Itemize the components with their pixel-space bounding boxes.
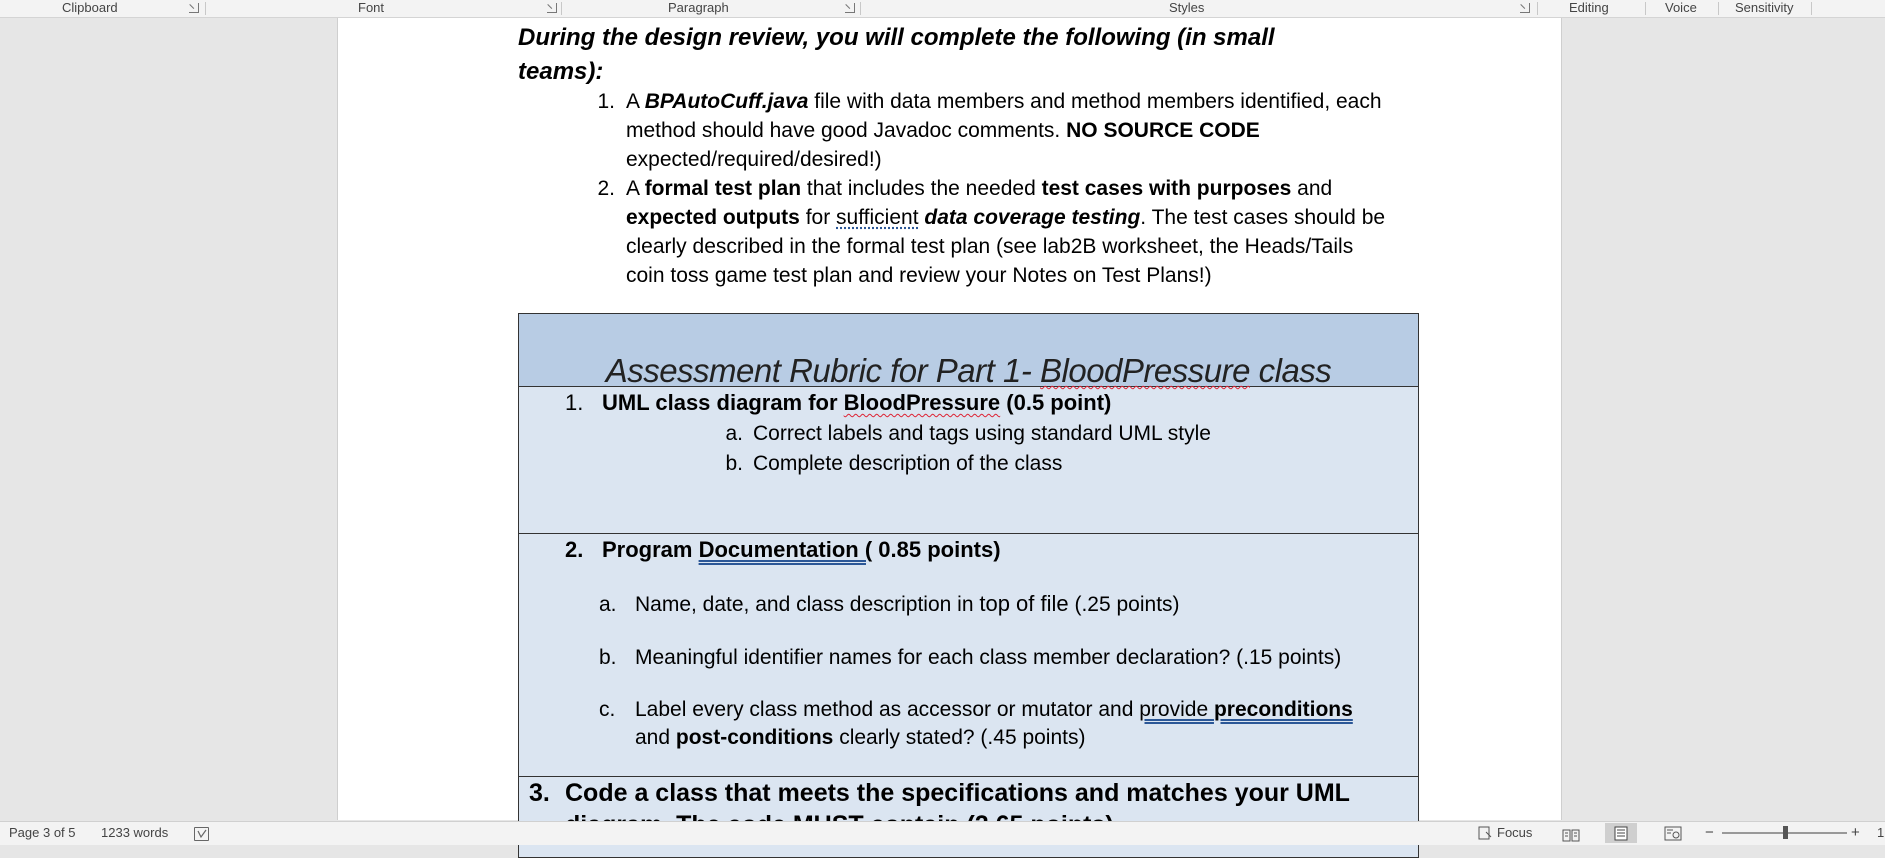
rubric-table [518,313,1419,858]
ribbon-group-voice[interactable] [1646,0,1718,17]
text-run: 0.85 points) [872,537,1001,562]
text-run: Name, date, and class description in [635,593,980,616]
sub-letter: b. [599,646,617,669]
page-indicator[interactable]: Page 3 of 5 [9,825,76,840]
grammar-flagged-phrase[interactable]: Documentation ( [698,537,873,562]
text-run: UML class diagram for [602,390,844,415]
text-run: A [626,177,645,200]
text-run: provide [1139,698,1214,721]
grammar-flagged-phrase[interactable] [1139,698,1353,721]
zoom-out-button[interactable]: − [1705,824,1714,841]
text-run: expected/required/desired!) [626,148,882,171]
sub-item [709,449,1062,479]
dialog-launcher-icon[interactable] [845,3,855,13]
sub-letter: a. [725,422,743,445]
sub-text: Correct labels and tags using standard UML style [753,422,1211,445]
grammar-flagged-word[interactable]: sufficient [836,206,919,229]
rubric-section-code [519,777,1418,857]
ribbon-group-label: Sensitivity [1735,0,1794,15]
text-run: and [1291,177,1333,200]
text-run: top of file [979,591,1069,616]
intro-heading: During the design review, you will complete the following (in small teams): [518,24,1275,85]
list-number: 2. [597,177,615,200]
list-item [588,87,1388,174]
zoom-slider-thumb[interactable] [1783,826,1788,839]
emphasis: formal test plan [644,177,802,200]
word-count[interactable]: 1233 words [101,825,169,840]
ribbon-group-label: Clipboard [62,0,118,15]
zoom-in-button[interactable]: + [1851,824,1860,841]
emphasis: data coverage testing [924,206,1141,229]
spell-flagged-word[interactable]: BloodPressure [843,390,1001,415]
ribbon-group-sensitivity[interactable] [1719,0,1811,17]
ribbon-group-label: Editing [1569,0,1609,15]
text-run: for [799,206,837,229]
text-run: and [635,726,676,749]
section-heading [529,777,1350,809]
section-number: 1. [565,390,584,415]
emphasis: preconditions [1213,698,1353,721]
text-run: clearly stated? (.45 points) [833,726,1086,749]
sub-item [709,419,1211,449]
rubric-section-documentation [519,534,1418,777]
sub-letter: a. [599,593,617,616]
sub-item [599,589,1180,620]
dialog-launcher-icon[interactable] [189,3,199,13]
text-run: (0.5 point) [1000,390,1112,415]
sub-item [599,696,1353,724]
ribbon-group-label: Voice [1665,0,1697,15]
sub-text: Meaningful identifier names for each class member declaration? (.15 points) [635,646,1342,669]
emphasis: expected outputs [626,206,800,229]
ribbon-group-paragraph[interactable] [562,0,860,17]
rubric-header-cell [519,314,1418,387]
dialog-launcher-icon[interactable] [547,3,557,13]
sub-letter: c. [599,698,616,721]
text-run: Label every class method as accessor or mutator and [635,698,1140,721]
document-page[interactable] [337,18,1562,820]
rubric-title [519,352,1418,390]
sub-letter: b. [725,452,743,475]
ribbon-group-label: Font [358,0,385,15]
text-run: file with data members and method members identified, each method should have good Javadoc comments. [626,90,1382,142]
section-heading [565,535,1001,565]
rubric-section-uml [519,387,1418,534]
ribbon-group-editing[interactable] [1538,0,1645,17]
deliverables-list [588,87,1388,290]
emphasis: post-conditions [675,726,834,749]
web-layout-icon[interactable] [1664,826,1682,848]
section-heading [565,388,1111,418]
section-number: 2. [565,537,584,562]
ribbon-group-styles[interactable] [861,0,1537,17]
ribbon-group-clipboard[interactable] [0,0,205,17]
spell-flagged-word[interactable]: BloodPressure [1040,352,1250,389]
text-run: Code a class that meets the specifications and matches your UML [565,779,1350,807]
emphasis: NO SOURCE CODE [1066,119,1260,142]
dialog-launcher-icon[interactable] [1520,3,1530,13]
text-run: that includes the needed [801,177,1042,200]
text-run: class [1249,352,1332,389]
zoom-slider[interactable] [1722,832,1847,834]
focus-icon [1478,826,1493,840]
ribbon-group-label: Paragraph [668,0,729,15]
text-run: . The test cases should be clearly described in the formal test plan (see lab2B worksheet, the Heads/Tails coin toss game test plan and review your Notes on Test Plans!) [626,206,1386,287]
text-run: (.25 points) [1068,593,1180,616]
focus-label: Focus [1497,825,1533,840]
accessibility-icon[interactable] [194,827,209,841]
sub-item-continuation [635,724,1085,752]
text-run: Program [602,537,699,562]
section-number: 3. [529,779,550,807]
sub-item [599,643,1341,673]
sub-text: Complete description of the class [753,452,1063,475]
zoom-level[interactable]: 1 [1877,825,1885,840]
read-mode-icon[interactable] [1562,827,1580,849]
ribbon-group-label: Styles [1169,0,1205,15]
focus-button[interactable] [1478,822,1532,844]
emphasis: test cases with purposes [1041,177,1292,200]
file-name: BPAutoCuff.java [644,90,809,113]
ribbon-group-labels [0,0,1885,18]
status-bar [0,821,1885,845]
ribbon-group-font[interactable] [206,0,561,17]
text-run: A [626,90,645,113]
text-run: Assessment Rubric for Part 1- [605,352,1040,389]
list-item [588,174,1388,290]
list-number: 1. [597,90,615,113]
print-layout-icon[interactable] [1605,823,1637,843]
ribbon-separator [1811,2,1812,15]
